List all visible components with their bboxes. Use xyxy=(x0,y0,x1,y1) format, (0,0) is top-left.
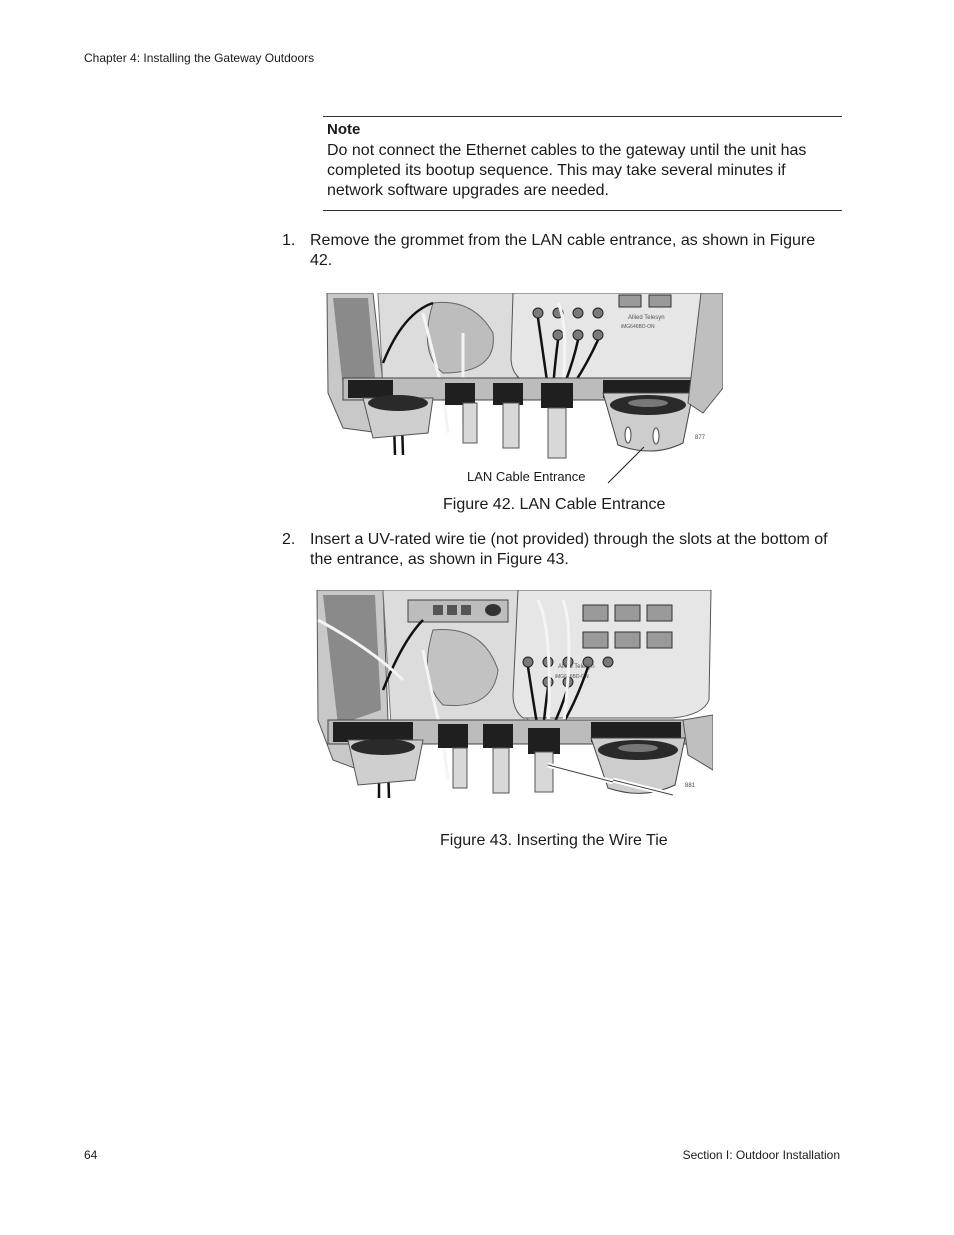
figure-43-model: iMG646BD-ON xyxy=(555,674,589,680)
step-2 xyxy=(282,530,842,572)
running-header: Chapter 4: Installing the Gateway Outdoors xyxy=(84,51,315,65)
note-box xyxy=(323,116,842,211)
step-number: 1. xyxy=(282,232,296,249)
callout-leader-line xyxy=(600,445,650,490)
figure-43-illustration xyxy=(313,590,713,802)
page-number: 64 xyxy=(84,1148,98,1162)
figure-43-brand: Allied Telesyn xyxy=(558,664,595,670)
figure-42-brand: Allied Telesyn xyxy=(628,315,665,321)
section-footer: Section I: Outdoor Installation xyxy=(682,1148,840,1162)
note-body: Do not connect the Ethernet cables to the gateway until the unit has completed its bootup sequence. This may take several minutes if network software upgrades are needed. xyxy=(327,142,807,199)
step-number: 2. xyxy=(282,531,296,548)
figure-42-model: iMG646BD-ON xyxy=(621,324,655,330)
figure-42-callout: LAN Cable Entrance xyxy=(467,469,586,484)
figure-42-id-label: 877 xyxy=(695,435,706,441)
figure-42-caption: Figure 42. LAN Cable Entrance xyxy=(443,496,666,513)
step-text: Insert a UV-rated wire tie (not provided) through the slots at the bottom of the entrance, as shown in Figure 43. xyxy=(310,531,828,568)
figure-43-caption: Figure 43. Inserting the Wire Tie xyxy=(440,832,668,849)
note-title: Note xyxy=(327,121,361,138)
step-1 xyxy=(282,231,842,273)
step-text: Remove the grommet from the LAN cable entrance, as shown in Figure 42. xyxy=(310,232,816,269)
figure-43-id-label: 881 xyxy=(685,783,696,789)
figure-42-illustration xyxy=(323,293,723,465)
